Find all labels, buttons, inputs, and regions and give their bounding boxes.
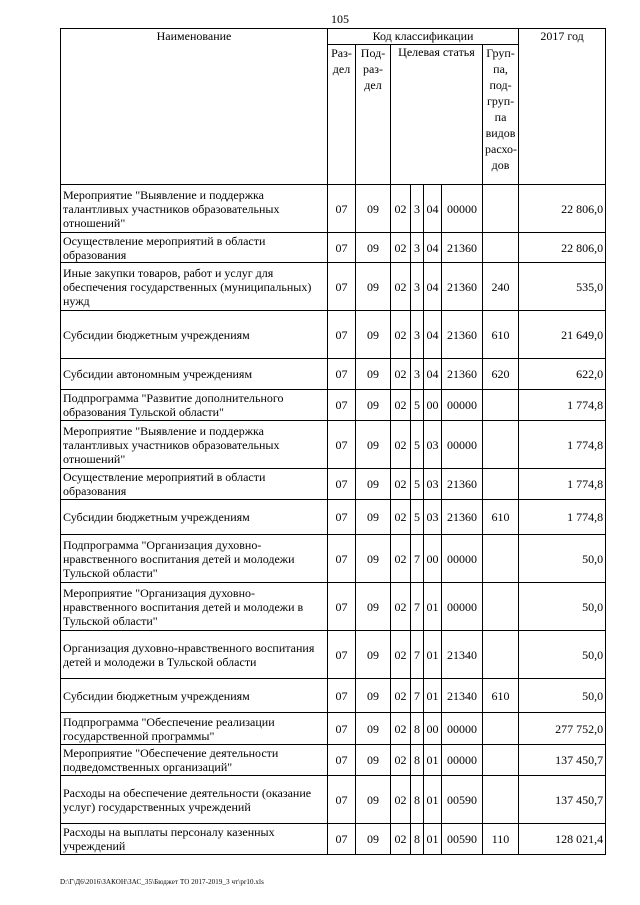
row-target-direction: 00000 (442, 390, 483, 421)
row-podrazdel: 09 (356, 583, 391, 631)
table-row (61, 713, 606, 745)
row-target-event: 01 (424, 776, 442, 824)
row-target-direction: 21360 (442, 500, 483, 535)
row-razdel: 07 (328, 679, 356, 713)
row-expense-group (483, 535, 519, 583)
row-target-direction: 21360 (442, 469, 483, 500)
header-group: Груп- па, под- груп- па видов расхо- дов (483, 45, 519, 185)
row-podrazdel: 09 (356, 745, 391, 776)
row-target-program: 02 (391, 631, 411, 679)
row-target-event: 00 (424, 535, 442, 583)
row-amount: 622,0 (519, 359, 606, 390)
row-target-subprogram: 3 (411, 185, 424, 233)
row-target-direction: 00590 (442, 776, 483, 824)
row-podrazdel: 09 (356, 824, 391, 855)
row-podrazdel: 09 (356, 359, 391, 390)
row-podrazdel: 09 (356, 679, 391, 713)
row-target-program: 02 (391, 776, 411, 824)
row-amount: 277 752,0 (519, 713, 606, 745)
row-expense-group (483, 713, 519, 745)
row-name: Осуществление мероприятий в области образования (61, 233, 328, 263)
row-name: Осуществление мероприятий в области образования (61, 469, 328, 500)
row-target-subprogram: 8 (411, 776, 424, 824)
row-expense-group (483, 745, 519, 776)
row-target-event: 04 (424, 263, 442, 311)
row-name: Субсидии бюджетным учреждениям (61, 500, 328, 535)
row-podrazdel: 09 (356, 469, 391, 500)
row-expense-group (483, 631, 519, 679)
row-name: Мероприятие "Обеспечение деятельности подведомственных организаций" (61, 745, 328, 776)
row-target-direction: 00000 (442, 745, 483, 776)
row-name: Субсидии бюджетным учреждениям (61, 679, 328, 713)
header-target-article: Целевая статья (391, 45, 483, 185)
row-target-event: 03 (424, 421, 442, 469)
row-target-subprogram: 7 (411, 535, 424, 583)
row-amount: 22 806,0 (519, 233, 606, 263)
row-amount: 50,0 (519, 679, 606, 713)
row-target-direction: 21360 (442, 311, 483, 359)
row-razdel: 07 (328, 535, 356, 583)
row-amount: 50,0 (519, 583, 606, 631)
row-razdel: 07 (328, 185, 356, 233)
row-target-program: 02 (391, 535, 411, 583)
table-row (61, 583, 606, 631)
row-razdel: 07 (328, 776, 356, 824)
row-razdel: 07 (328, 469, 356, 500)
row-target-subprogram: 7 (411, 631, 424, 679)
row-target-subprogram: 3 (411, 263, 424, 311)
footer-file-path: D:\Г\Д6\2016\ЗАКОН\ЗАС_35\Бюджет ТО 2017-2019_3 чт\pr10.xls (60, 878, 264, 886)
row-target-event: 00 (424, 713, 442, 745)
page-number: 105 (331, 12, 349, 26)
row-name: Иные закупки товаров, работ и услуг для обеспечения государственных (муниципальных) нужд (61, 263, 328, 311)
header-code-classification: Код классификации (328, 29, 519, 45)
table-row (61, 359, 606, 390)
row-target-program: 02 (391, 679, 411, 713)
table-row (61, 745, 606, 776)
table-row (61, 263, 606, 311)
row-expense-group (483, 233, 519, 263)
row-target-direction: 00000 (442, 583, 483, 631)
table-row (61, 185, 606, 233)
row-expense-group: 240 (483, 263, 519, 311)
row-razdel: 07 (328, 359, 356, 390)
row-amount: 50,0 (519, 631, 606, 679)
row-amount: 50,0 (519, 535, 606, 583)
row-target-event: 04 (424, 311, 442, 359)
row-target-subprogram: 8 (411, 824, 424, 855)
row-name: Субсидии бюджетным учреждениям (61, 311, 328, 359)
row-target-event: 04 (424, 233, 442, 263)
row-name: Субсидии автономным учреждениям (61, 359, 328, 390)
row-expense-group (483, 185, 519, 233)
row-name: Мероприятие "Организация духовно-нравственного воспитания детей и молодежи в Тульской области" (61, 583, 328, 631)
row-razdel: 07 (328, 745, 356, 776)
row-target-program: 02 (391, 390, 411, 421)
row-name: Мероприятие "Выявление и поддержка талантливых участников образовательных отношений" (61, 185, 328, 233)
row-target-event: 01 (424, 679, 442, 713)
row-expense-group (483, 776, 519, 824)
table-row (61, 535, 606, 583)
row-target-direction: 21340 (442, 679, 483, 713)
row-target-event: 04 (424, 359, 442, 390)
row-expense-group: 610 (483, 500, 519, 535)
row-expense-group (483, 583, 519, 631)
row-expense-group (483, 421, 519, 469)
table-row (61, 311, 606, 359)
row-razdel: 07 (328, 233, 356, 263)
table-row (61, 233, 606, 263)
row-target-program: 02 (391, 469, 411, 500)
row-expense-group (483, 390, 519, 421)
row-target-subprogram: 3 (411, 311, 424, 359)
row-target-event: 00 (424, 390, 442, 421)
row-target-program: 02 (391, 185, 411, 233)
row-razdel: 07 (328, 500, 356, 535)
row-target-event: 03 (424, 469, 442, 500)
row-podrazdel: 09 (356, 535, 391, 583)
row-target-direction: 21360 (442, 359, 483, 390)
row-razdel: 07 (328, 713, 356, 745)
header-year: 2017 год (519, 29, 606, 185)
row-target-direction: 21340 (442, 631, 483, 679)
row-amount: 1 774,8 (519, 390, 606, 421)
row-name: Подпрограмма "Развитие дополнительного образования Тульской области" (61, 390, 328, 421)
row-target-subprogram: 3 (411, 233, 424, 263)
row-target-subprogram: 5 (411, 469, 424, 500)
row-name: Расходы на обеспечение деятельности (оказание услуг) государственных учреждений (61, 776, 328, 824)
row-amount: 22 806,0 (519, 185, 606, 233)
row-target-subprogram: 5 (411, 390, 424, 421)
row-amount: 535,0 (519, 263, 606, 311)
row-target-subprogram: 8 (411, 713, 424, 745)
row-name: Подпрограмма "Организация духовно-нравственного воспитания детей и молодежи Тульской области" (61, 535, 328, 583)
row-target-subprogram: 3 (411, 359, 424, 390)
table-row (61, 631, 606, 679)
row-expense-group: 110 (483, 824, 519, 855)
row-target-subprogram: 7 (411, 583, 424, 631)
row-target-event: 01 (424, 631, 442, 679)
row-amount: 137 450,7 (519, 776, 606, 824)
row-expense-group: 620 (483, 359, 519, 390)
row-target-event: 01 (424, 583, 442, 631)
row-podrazdel: 09 (356, 421, 391, 469)
row-amount: 21 649,0 (519, 311, 606, 359)
row-amount: 128 021,4 (519, 824, 606, 855)
row-target-direction: 00000 (442, 535, 483, 583)
row-podrazdel: 09 (356, 776, 391, 824)
row-target-program: 02 (391, 311, 411, 359)
table-row (61, 500, 606, 535)
row-amount: 1 774,8 (519, 421, 606, 469)
row-name: Подпрограмма "Обеспечение реализации государственной программы" (61, 713, 328, 745)
row-expense-group: 610 (483, 679, 519, 713)
row-target-subprogram: 8 (411, 745, 424, 776)
row-podrazdel: 09 (356, 390, 391, 421)
row-name: Мероприятие "Выявление и поддержка талантливых участников образовательных отношений" (61, 421, 328, 469)
row-razdel: 07 (328, 824, 356, 855)
row-target-subprogram: 5 (411, 421, 424, 469)
budget-table (60, 28, 606, 855)
row-podrazdel: 09 (356, 263, 391, 311)
row-expense-group (483, 469, 519, 500)
row-target-program: 02 (391, 233, 411, 263)
row-target-program: 02 (391, 713, 411, 745)
row-target-program: 02 (391, 359, 411, 390)
row-target-program: 02 (391, 500, 411, 535)
row-target-event: 03 (424, 500, 442, 535)
row-target-event: 01 (424, 745, 442, 776)
row-target-event: 01 (424, 824, 442, 855)
row-target-direction: 00000 (442, 713, 483, 745)
row-razdel: 07 (328, 421, 356, 469)
row-target-subprogram: 7 (411, 679, 424, 713)
row-podrazdel: 09 (356, 713, 391, 745)
table-row (61, 824, 606, 855)
row-amount: 1 774,8 (519, 469, 606, 500)
row-razdel: 07 (328, 583, 356, 631)
row-target-program: 02 (391, 824, 411, 855)
row-name: Расходы на выплаты персоналу казенных учреждений (61, 824, 328, 855)
table-row (61, 390, 606, 421)
header-name: Наименование (61, 29, 328, 185)
row-target-program: 02 (391, 745, 411, 776)
row-target-direction: 00000 (442, 185, 483, 233)
row-razdel: 07 (328, 631, 356, 679)
row-razdel: 07 (328, 390, 356, 421)
row-podrazdel: 09 (356, 500, 391, 535)
row-target-direction: 21360 (442, 233, 483, 263)
row-amount: 1 774,8 (519, 500, 606, 535)
table-row (61, 421, 606, 469)
row-target-direction: 00000 (442, 421, 483, 469)
row-razdel: 07 (328, 311, 356, 359)
row-target-program: 02 (391, 421, 411, 469)
row-podrazdel: 09 (356, 233, 391, 263)
row-podrazdel: 09 (356, 311, 391, 359)
table-row (61, 679, 606, 713)
row-podrazdel: 09 (356, 185, 391, 233)
row-target-subprogram: 5 (411, 500, 424, 535)
row-target-direction: 00590 (442, 824, 483, 855)
row-podrazdel: 09 (356, 631, 391, 679)
header-podrazdel: Под- раз- дел (356, 45, 391, 185)
row-target-event: 04 (424, 185, 442, 233)
row-expense-group: 610 (483, 311, 519, 359)
table-row (61, 469, 606, 500)
row-name: Организация духовно-нравственного воспитания детей и молодежи в Тульской области (61, 631, 328, 679)
row-amount: 137 450,7 (519, 745, 606, 776)
row-target-direction: 21360 (442, 263, 483, 311)
row-target-program: 02 (391, 263, 411, 311)
row-target-program: 02 (391, 583, 411, 631)
table-row (61, 776, 606, 824)
header-razdel: Раз- дел (328, 45, 356, 185)
row-razdel: 07 (328, 263, 356, 311)
